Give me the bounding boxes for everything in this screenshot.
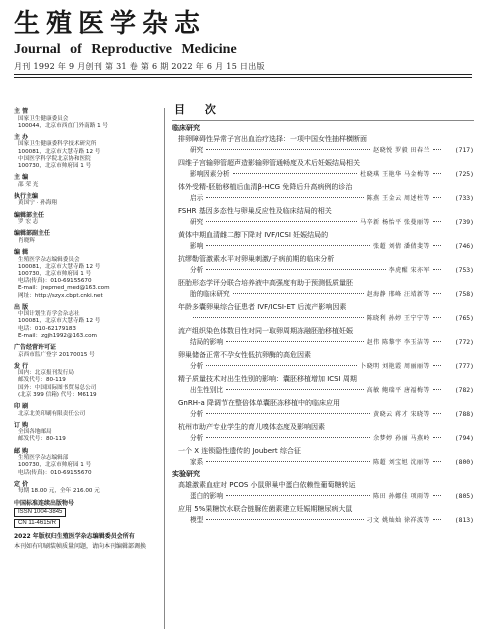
masthead-label: 编辑部主任: [14, 211, 45, 219]
toc-entry[interactable]: [172, 397, 474, 420]
issue-info: 月刊 1992 年 9 月创刊 第 31 卷 第 6 期 2022 年 6 月 15 日出版: [14, 62, 265, 71]
dot-leader: [433, 365, 441, 366]
masthead-value: 北京北美印刷有限责任公司: [18, 410, 86, 417]
toc-entry-detail-row: [178, 169, 474, 180]
dot-leader: [206, 519, 363, 520]
dot-leader: [433, 461, 441, 462]
masthead-value: E-mail：zgjh1992@163.com: [18, 332, 97, 339]
dot-leader: [433, 437, 441, 438]
toc-entry[interactable]: [172, 157, 474, 180]
dot-leader: [433, 221, 441, 222]
masthead-value: 邮发代号：80-119: [18, 377, 66, 384]
toc-entry-title-continuation: 分析: [190, 434, 204, 442]
toc-entry[interactable]: [172, 479, 474, 502]
toc-entry-page-number: (739): [454, 218, 474, 226]
toc-section-heading: 实验研究: [172, 470, 200, 478]
toc-entry-page-number: (800): [454, 458, 474, 466]
column-divider: [164, 108, 165, 629]
toc-entry-page-number: (794): [454, 434, 474, 442]
toc-entry-title-continuation: 研究: [190, 218, 204, 226]
toc-entry-title-continuation: 研究: [190, 146, 204, 154]
toc-entry[interactable]: [172, 253, 474, 276]
toc-entry-detail-row: [178, 337, 474, 348]
issn-cn-number: ISSN 1004-3845: [14, 508, 66, 517]
masthead-value: 100081，北京市大慧寺路 12 号: [18, 263, 101, 270]
toc-entry-title: 流产组织染色体数目性对同一取卵周期冻融胚胎移植妊娠: [178, 327, 353, 335]
dot-leader: [206, 197, 363, 198]
toc-entry[interactable]: [172, 373, 474, 396]
toc-entry-title: 杭州市助产专业学生的育儿嗅体态度及影响因素: [178, 423, 325, 431]
toc-entry-title-continuation: 胎的临床研究: [190, 290, 230, 298]
toc-entry-authors: 张超 刘倩 潘倩斐等: [373, 243, 430, 250]
masthead-value: 100081，北京市大慧寺路 12 号: [18, 148, 101, 155]
toc-entry-authors: 赵海静 邢峰 汪靖新等: [366, 291, 430, 298]
masthead-block: [14, 422, 162, 444]
journal-masthead: [14, 8, 472, 72]
journal-english-title: Journal of Reproductive Medicine: [14, 42, 237, 57]
masthead-value: 100081，北京市大慧寺路 12 号: [18, 318, 101, 325]
toc-entry-title: GnRH-a 降调节在整倍体单囊胚冻移植中的临床应用: [178, 399, 341, 407]
toc-entry-detail-row: [178, 241, 474, 252]
toc-heading-rule: [172, 120, 474, 121]
toc-entry[interactable]: [172, 133, 474, 156]
toc-entry-authors: 杜晓琪 王艳华 马金梅等: [360, 171, 430, 178]
toc-body: [172, 123, 474, 526]
masthead-block: [14, 363, 162, 399]
masthead-label: 发 行: [14, 362, 29, 370]
masthead-block: [14, 212, 162, 227]
toc-entry-page-number: (725): [454, 170, 474, 178]
toc-entry-authors: 陈晓利 孙婷 王宁宁等: [366, 315, 430, 322]
masthead-label: 广告经营许可证: [14, 344, 57, 352]
dot-leader: [206, 149, 370, 150]
masthead-label: 中国标准连续出版物号: [14, 499, 75, 507]
masthead-value: 黄国宁 · 孙海翔: [18, 200, 57, 207]
masthead-value: 网址：http://szyx.cbpt.cnki.net: [18, 292, 103, 299]
dot-leader: [206, 245, 370, 246]
masthead-label: 编辑部副主任: [14, 230, 51, 238]
masthead-value: 邮发代号：80-119: [18, 436, 66, 443]
masthead-value: E-mail：jrepmed_med@163.com: [18, 285, 110, 292]
dot-leader: [226, 495, 370, 496]
dot-leader: [206, 269, 385, 270]
toc-entry-title-continuation: 影响: [190, 242, 204, 250]
toc-entry[interactable]: [172, 181, 474, 204]
dot-leader: [433, 413, 441, 414]
toc-entry-page-number: (805): [454, 492, 474, 500]
masthead-value: 全国各地邮局: [18, 429, 52, 436]
toc-entry-detail-row: [178, 361, 474, 372]
copyright-note: 本刊如有印刷装帧质量问题，请向本刊编辑部调换: [14, 543, 147, 550]
toc-entry-detail-row: [178, 145, 474, 156]
masthead-block: [14, 448, 162, 477]
toc-entry-page-number: (813): [454, 516, 474, 524]
masthead-label: 主 管: [14, 108, 29, 115]
toc-entry-title-continuation: 分析: [190, 410, 204, 418]
dot-leader: [193, 317, 364, 318]
toc-entry-title-continuation: 结局的影响: [190, 338, 223, 346]
masthead-value: 罗 宏 志: [18, 219, 39, 226]
masthead-value: 每期 18.00 元，全年 216.00 元: [18, 488, 100, 495]
toc-entry-page-number: (733): [454, 194, 474, 202]
dot-leader: [233, 293, 364, 294]
toc-entry[interactable]: [172, 277, 474, 300]
masthead-value: 京西市监广登字 20170015 号: [18, 351, 95, 358]
masthead-value: 100730，北京市帅府园 1 号: [18, 462, 92, 469]
masthead-block: [14, 134, 162, 170]
dot-leader: [433, 389, 441, 390]
toc-entry-detail-row: [178, 409, 474, 420]
masthead-block: [14, 174, 162, 189]
dot-leader: [206, 437, 370, 438]
toc-section-heading: 临床研究: [172, 124, 200, 132]
masthead-value: 生殖医学杂志编辑委员会: [18, 256, 80, 263]
toc-entry[interactable]: [172, 445, 474, 468]
toc-entry-title: 四维子宫输卵管超声造影输卵管通畅度及术后妊娠结局相关: [178, 159, 360, 167]
toc-entry-title: 应用 5%果糖饮水联合链脲佐菌素建立妊娠期糖尿病大鼠: [178, 505, 353, 513]
masthead-value: 电话(传真)：010-69155670: [18, 278, 92, 285]
toc-entry-title: 一个 X 连锁隐性遗传的 Joubert 综合征: [178, 447, 301, 455]
toc-entry-title-continuation: 出生性别比: [190, 386, 223, 394]
masthead-label: 主 编: [14, 174, 29, 182]
masthead-label: 出 版: [14, 303, 29, 311]
toc-entry-title-continuation: 影响因素分析: [190, 170, 230, 178]
toc-entry[interactable]: [172, 205, 474, 228]
toc-entry-page-number: (717): [454, 146, 474, 154]
masthead-info-column: [14, 108, 162, 629]
masthead-block: [14, 249, 162, 300]
toc-entry-authors: 李虎醒 宋亦军: [388, 267, 430, 274]
toc-entry-page-number: (782): [454, 386, 474, 394]
masthead-value: 中国医学科学院北京协和医院: [18, 155, 91, 162]
toc-entry-title: 体外受精-胚胎移植后血清β-HCG 免降后升高病例的诊治: [178, 183, 353, 191]
toc-entry-title: 胚胎形态学评分联合培养液中高强度有助于预测低质量胚: [178, 279, 353, 287]
dot-leader: [206, 221, 357, 222]
toc-entry-title-continuation: 模型: [190, 516, 204, 524]
toc-entry-detail-row: [178, 491, 474, 502]
toc-entry-title-continuation: 分析: [190, 266, 204, 274]
toc-entry-authors: 黄晓云 蒋才 宋晓等: [373, 411, 430, 418]
issn-cn-number: CN 11-4615/R: [14, 519, 60, 528]
dot-leader: [226, 341, 364, 342]
masthead-value: 100730，北京市帅府园 1 号: [18, 163, 92, 170]
masthead-label: 订 购: [14, 421, 29, 429]
dot-leader: [233, 173, 358, 174]
dot-leader: [206, 461, 370, 462]
masthead-block: [14, 481, 162, 496]
toc-entry-authors: 赵伟 陈黎宇 李玉洁等: [366, 339, 430, 346]
toc-entry-title-continuation: 家系: [190, 458, 204, 466]
toc-entry-page-number: (758): [454, 290, 474, 298]
masthead-value: 100730，北京市帅府园 1 号: [18, 270, 92, 277]
masthead-block: [14, 193, 162, 208]
masthead-label: 印 刷: [14, 403, 29, 411]
dot-leader: [433, 293, 441, 294]
dot-leader: [206, 365, 357, 366]
toc-entry-page-number: (765): [454, 314, 474, 322]
masthead-value: 电话(传真)：010-69155670: [18, 469, 92, 476]
masthead-value: 国家卫生健康委员会: [18, 115, 69, 122]
masthead-value: 肖晓辉: [18, 237, 35, 244]
toc-heading: 目 次: [174, 103, 224, 116]
toc-entry-detail-row: [178, 313, 474, 324]
dot-leader: [433, 197, 441, 198]
dot-leader: [226, 389, 364, 390]
toc-entry-title: 卵巢储备正常不孕女性低抗卵酶的高危因素: [178, 351, 311, 359]
toc-entry-title: 抗缪勒管激素水平对卵巢刺激/子病前期的临床分析: [178, 255, 335, 263]
masthead-block: [14, 403, 162, 418]
dot-leader: [433, 269, 441, 270]
toc-entry-detail-row: [178, 265, 474, 276]
dot-leader: [433, 495, 441, 496]
masthead-label: 执行主编: [14, 192, 39, 200]
toc-entry-authors: 刁文 姚灿灿 徐祥波等: [366, 517, 430, 524]
masthead-block: [14, 230, 162, 245]
toc-entry-title: 精子质量技术对出生性别的影响：囊胚移植增加 ICSI 周期: [178, 375, 357, 383]
masthead-label: 编 辑: [14, 249, 29, 257]
toc-entry-detail-row: [178, 217, 474, 228]
toc-entry-title-continuation: 蛋白的影响: [190, 492, 223, 500]
toc-entry-authors: 卜晓明 刘艳霞 周丽丽等: [360, 363, 430, 370]
toc-entry[interactable]: [172, 229, 474, 252]
toc-entry-detail-row: [178, 515, 474, 526]
masthead-value: 生殖医学杂志编辑部: [18, 455, 69, 462]
dot-leader: [433, 173, 441, 174]
toc-entry-title-continuation: 启示: [190, 194, 204, 202]
masthead-value: (北京 399 信箱) 代号：M6119: [18, 391, 97, 398]
toc-entry-page-number: (772): [454, 338, 474, 346]
toc-entry-authors: 马辛新 杨怡平 张曼丽等: [360, 219, 430, 226]
toc-entry-authors: 陈超 刘宝旭 沈丽等: [373, 459, 430, 466]
toc-entry-title: 高雄激素血症对 PCOS 小鼠卵巢中蛋白依赖性葡萄糖转运: [178, 481, 356, 489]
toc-entry-title: FSHR 基因多态性与卵巢反应性及临床结局的相关: [178, 207, 332, 215]
toc-entry-detail-row: [178, 433, 474, 444]
toc-entry[interactable]: [172, 421, 474, 444]
toc-entry-title: 黄体中期血清雌二醇下降对 IVF/ICSI 妊娠结局的: [178, 231, 329, 239]
toc-entry-authors: 陈燕 王金云 周述柱等: [366, 195, 430, 202]
dot-leader: [433, 317, 441, 318]
table-of-contents: [172, 102, 474, 527]
toc-entry-title-continuation: 分析: [190, 362, 204, 370]
toc-entry-authors: 赵晓悦 罗毅 田春兰: [373, 147, 430, 154]
toc-entry-page-number: (753): [454, 266, 474, 274]
toc-entry-detail-row: [178, 193, 474, 204]
dot-leader: [433, 341, 441, 342]
toc-entry[interactable]: [172, 503, 474, 526]
toc-entry-title: 年龄多囊卵巢综合征患者 IVF/ICSI-ET 后流产影响因素: [178, 303, 347, 311]
header-rule-top: [14, 74, 472, 75]
masthead-block: [14, 500, 162, 530]
masthead-label: 定 价: [14, 480, 29, 488]
toc-entry-page-number: (788): [454, 410, 474, 418]
toc-entry[interactable]: [172, 349, 474, 372]
masthead-label: 主 办: [14, 133, 29, 141]
masthead-block: [14, 108, 162, 130]
masthead-value: 邵 荣 光: [18, 181, 39, 188]
masthead-value: 中国计划生育学会杂志社: [18, 311, 80, 318]
masthead-value: 国内：北京报刊发行局: [18, 370, 74, 377]
masthead-value: 国家卫生健康委科学技术研究所: [18, 141, 97, 148]
masthead-block: [14, 304, 162, 340]
masthead-value: 国外：中国国际图书贸易总公司: [18, 384, 97, 391]
toc-entry[interactable]: [172, 325, 474, 348]
dot-leader: [433, 149, 441, 150]
toc-entry-page-number: (746): [454, 242, 474, 250]
toc-entry-authors: 余梦婷 孙丽 马燕岭: [373, 435, 430, 442]
masthead-value: 电话：010-62179183: [18, 325, 76, 332]
toc-entry-detail-row: [178, 385, 474, 396]
masthead-block: [14, 344, 162, 359]
header-rule-bottom: [14, 77, 472, 78]
dot-leader: [433, 519, 441, 520]
dot-leader: [433, 245, 441, 246]
toc-entry-authors: 高敏 鲍瑞平 唐福梅等: [366, 387, 430, 394]
dot-leader: [206, 413, 370, 414]
masthead-value: 100044，北京市西直门外南路 1 号: [18, 122, 109, 129]
toc-entry-authors: 陈田 孙娜佳 项雨等: [373, 493, 430, 500]
copyright-note: 2022 年版权归生殖医学杂志编辑委员会所有: [14, 533, 135, 540]
masthead-label: 邮 购: [14, 447, 29, 455]
toc-entry-page-number: (777): [454, 362, 474, 370]
toc-entry-title: 排卵障碍性异常子宫出血治疗选择：一项中国女性抽样横断面: [178, 135, 367, 143]
toc-entry[interactable]: [172, 301, 474, 324]
toc-entry-detail-row: [178, 289, 474, 300]
toc-entry-detail-row: [178, 457, 474, 468]
journal-chinese-title: 生殖医学杂志: [14, 9, 207, 39]
